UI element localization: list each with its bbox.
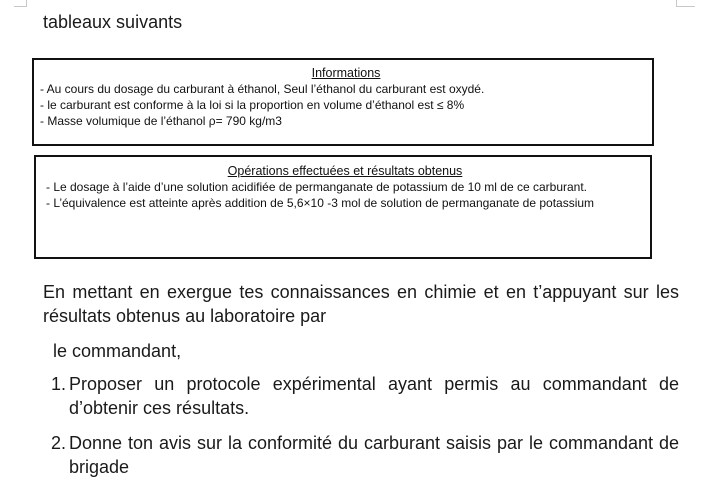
- informations-line: - le carburant est conforme à la loi si la proportion en volume d’éthanol est ≤ 8%: [40, 98, 465, 112]
- operations-box: [34, 155, 652, 259]
- page-corner-mark-left: [14, 0, 27, 7]
- informations-line: - Masse volumique de l’éthanol ρ= 790 kg/m3: [40, 114, 282, 128]
- question-item: [51, 372, 679, 420]
- page-corner-mark-right: [676, 0, 695, 7]
- operations-box-title: Opérations effectuées et résultats obtenus: [227, 164, 463, 178]
- operations-line: - Le dosage à l’aide d’une solution acidifiée de permanganate de potassium de 10 ml de ce carburant.: [46, 180, 588, 194]
- informations-box-title: Informations: [311, 66, 381, 80]
- operations-line: - L’équivalence est atteinte après addition de 5,6×10 -3 mol de solution de permanganate de potassium: [46, 196, 595, 210]
- question-number: 1.: [51, 374, 67, 394]
- question-item: [51, 431, 679, 479]
- question-number: 2.: [51, 433, 67, 453]
- commandant-line: le commandant,: [53, 341, 182, 361]
- question-text: Proposer un protocole expérimental ayant permis au commandant de d’obtenir ces résultats.: [69, 374, 679, 418]
- intro-text: tableaux suivants: [43, 12, 183, 32]
- main-paragraph: En mettant en exergue tes connaissances en chimie et en t’appuyant sur les résultats obtenus au laboratoire par: [43, 282, 679, 326]
- informations-box: [32, 58, 654, 146]
- informations-line: - Au cours du dosage du carburant à éthanol, Seul l’éthanol du carburant est oxydé.: [40, 82, 485, 96]
- question-text: Donne ton avis sur la conformité du carburant saisis par le commandant de brigade: [69, 433, 679, 477]
